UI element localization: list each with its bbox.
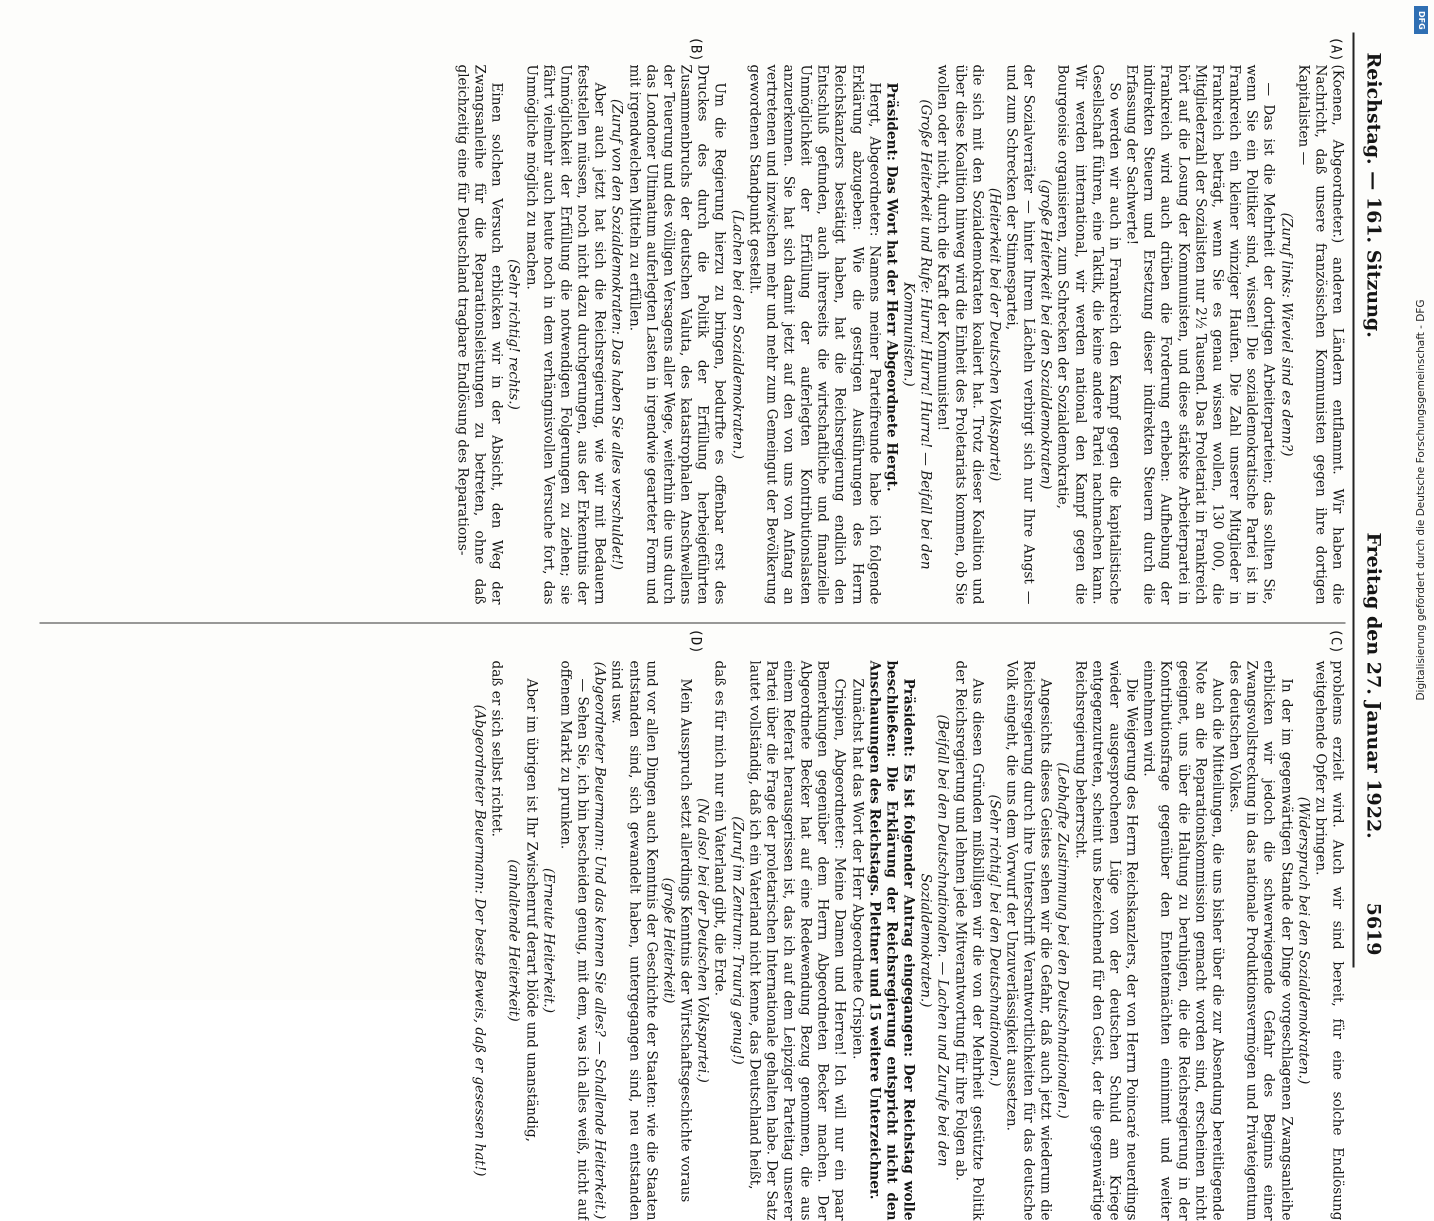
credit-text: Digitalisierung gefördert durch die Deutsche Forschungsgemeinschaft - DFG [1415, 299, 1427, 701]
margin-marker-a: (A) [1327, 36, 1344, 62]
interjection: (Widerspruch bei den Sozialdemokraten.) [1295, 796, 1312, 1085]
paragraph: So werden wir auch in Frankreich den Kampf gegen die kapitalistische Gesellschaft führen, eine Taktik, die keine andere Partei nachmachen kann. Wir werden international, wir werden national den Kampf gegen die Bourgeoisie organisieren, zum Schrecken der Sozialdemokratie, [1055, 64, 1123, 605]
paragraph: Aus diesen Gründen mißbilligen wir die von der Mehrheit gestützte Politik der Reichsregierung und lehnen jede Mitverantwortung für ihre Folgen ab. [952, 660, 986, 1221]
text-column-right [32, 661, 1346, 1221]
paragraph: Auch die Mitteilungen, die uns bisher über die zur Absendung bereitliegende Note an die Reparationskommission gemacht worden sind, erscheinen nicht geeignet, uns über die Haltung zu beruhigen, die die Reichsregierung in der Kontributionsfrage gegenüber den Ententemächten einnimmt und weiter einnehmen wird. [1140, 660, 1226, 1221]
paragraph: die sich mit den Sozialdemokraten koaliert hat. Trotz dieser Koalition und über diese Koalition hinweg wird die Einheit des Proletariats kommen, ob Sie wollen oder nicht, durch die Kraft der Kommunisten! [934, 64, 986, 605]
paragraph: daß es für mich nur ein Vaterland gibt, die Erde. [711, 660, 728, 997]
page-header [1353, 33, 1399, 968]
interjection: (Große Heiterkeit und Rufe: Hurra! Hurra! Hurra! — Beifall bei den Kommunisten.) [900, 99, 934, 570]
interjection: (Sehr richtig! rechts.) [506, 259, 522, 410]
margin-marker-c: (C) [1327, 628, 1344, 654]
speaker-paragraph: Präsident: Das Wort hat der Herr Abgeordnete Hergt. [883, 82, 900, 492]
paragraph: Mein Ausspruch setzt allerdings Kenntnis der Wirtschaftsgeschichte voraus [677, 678, 694, 1203]
page-number: 5619 [1362, 902, 1385, 956]
paragraph: der Sozialverräter — hinter Ihrem Lächeln verbirgt sich nur Ihre Angst — und zum Schrecken der Stinnespartei, [1003, 64, 1037, 605]
paragraph: Die Weigerung des Herrn Reichskanzlers, der von Herrn Poincaré neuerdings wieder ausgesprochenen Lüge von der deutschen Schuld am Kriege entgegenzutreten, scheint uns bezeichnend für den Geist, der die gegenwärtige Reichsregierung beherrscht. [1072, 660, 1140, 1221]
paragraph: Einen solchen Versuch erblicken wir in der Absicht, den Weg der Zwangsanleihe für die Reparationsleistungen zu betreten, ohne daß gleichzeitig eine für Deutschland tragbare Endlösung des Reparations- [454, 64, 505, 605]
dfg-logo-icon: DFG [1414, 6, 1428, 34]
paragraph: In der im gegenwärtigen Stande der Dinge vorgeschlagenen Zwangsanleihe erblicken wir jedoch die schwerwiegende Gefahr des Beginns einer Zwangsvollstreckung in das nationale Produktionsvermögen und Privateigentum des deutschen Volkes. [1226, 660, 1295, 1221]
interjection: (anhaltende Heiterkeit) [506, 859, 522, 1022]
interjection: (Beifall bei den Deutschnationalen. — Lachen und Zurufe bei den Sozialdemokraten.) [917, 714, 951, 1167]
interjection: (Lebhafte Zustimmung bei den Deutschnationalen.) [1055, 762, 1071, 1119]
interjection: (Erneute Heiterkeit.) [540, 867, 557, 1014]
header-left: Reichstag. — 161. Sitzung. [1362, 52, 1385, 338]
interjection: (Sehr richtig! bei den Deutschnationalen.) [986, 794, 1003, 1087]
paragraph: Zunächst hat das Wort der Herr Abgeordnete Crispien. [849, 678, 866, 1060]
paragraph: Aber im übrigen ist Ihr Zwischenruf derart blöde und unanständig, [523, 678, 540, 1143]
digitization-credit [1408, 0, 1434, 1000]
interjection: (große Heiterkeit bei den Sozialdemokraten) [1037, 179, 1054, 490]
paragraph: Angesichts dieses Geistes sehen wir die Gefahr, daß auch jetzt wiederum die Reichsregierung durch ihre Unterschrift Verantwortlichkeiten für das deutsche Volk eingeht, die uns dem Vorwurf der Unzuverlässigkeit aussetzen. [1003, 660, 1054, 1221]
speaker-paragraph: Präsident: Es ist folgender Antrag eingegangen: Der Reichstag wolle beschließen: Die Erklärung der Reichsregierung entspricht nicht den Anschauungen des Reichstags. Plettner und 15 weitere Unterzeichner. [866, 660, 917, 1221]
interjection: (Zuruf links: Wieviel sind es denn?) [1278, 212, 1295, 457]
paragraph: daß er sich selbst richtet. [488, 660, 505, 837]
margin-marker-b: (B) [687, 36, 704, 62]
speaker-paragraph: Hergt, Abgeordneter: Namens meiner Parteifreunde habe ich folgende Erklärung abzugeben: Wie die gestrigen Ausführungen des Herrn Reichskanzlers bestätigt haben, hat die Reichsregierung endlich den Entschluß gefunden, auch ihrerseits die wirtschaftliche und finanzielle Unmöglichkeit der Erfüllung der auferlegten Kontributionslasten anzuerkennen. Sie hat sich damit jetzt auf den von uns von Anfang an vertretenen und inzwischen mehr und mehr zum Gemeingut der Bevölkerung gewordenen Standpunkt gestellt. [746, 64, 883, 605]
paragraph: Um die Regierung hierzu zu bringen, bedurfte es offenbar erst des Druckes des durch die Politik der Erfüllung herbeigeführten Zusammenbruchs der deutschen Valuta, des katastrophalen Anschwellens der Teuerung und des völligen Versagens aller Wege, weiterhin die uns durch das Londoner Ultimatum auferlegten Lasten in irgendwie gearteter Form und mit irgendwelchen Mitteln zu erfüllen. [626, 64, 728, 605]
interjection: (Na also! bei der Deutschen Volkspartei.) [694, 798, 711, 1083]
paragraph: und vor allen Dingen auch Kenntnis der Geschichte der Staaten: wie die Staaten entstanden sind, sich gewandelt haben, untergegangen sind, neu entstanden sind usw. [608, 660, 660, 1221]
interjection: (Zuruf von den Sozialdemokraten: Das haben Sie alles verschuldet!) [608, 99, 625, 570]
interjection: (Zuruf im Zentrum: Traurig genug!) [729, 816, 746, 1065]
interjection: (Abgeordneter Beuermann: Der beste Beweis, daß er gesessen hat!) [471, 704, 488, 1177]
paragraph: Aber auch jetzt hat sich die Reichsregierung, wie wir mit Bedauern feststellen müssen, noch nicht dazu durchgerungen, aus der Erkenntnis der Unmöglichkeit der Erfüllung die notwendigen Folgerungen zu ziehen; sie fährt vielmehr auch heute noch in dem verhängnisvollen Versuche fort, das Unmögliche möglich zu machen. [523, 64, 608, 605]
speaker-paragraph: Crispien, Abgeordneter: Meine Damen und Herren! Ich will nur ein paar Bemerkungen gegenüber dem Herrn Abgeordneten Becker machen. Der Abgeordnete Becker hat auf eine Redewendung Bezug genommen, die aus einem Referat herausgerissen ist, das ich auf dem Leipziger Parteitag unserer Partei über die Frage der proletarischen Internationale gehalten habe. Der Satz lautet vollständig, daß ich ein Vaterland nicht kenne, das Deutschland heißt, [746, 660, 848, 1221]
paragraph: problems erzielt wird. Auch wir sind bereit, für eine solche Endlösung weitgehende Opfer zu bringen. [1312, 660, 1346, 1221]
column-divider [40, 623, 1346, 624]
paragraph: (Koenen, Abgeordneter.) anderen Ländern entflammt. Wir haben die Nachricht, daß unsere französischen Kommunisten gegen ihre dortigen Kapitalisten — [1295, 64, 1346, 605]
rotated-page-content [32, 33, 1404, 1221]
paragraph: — Das ist die Mehrheit der dortigen Arbeiterparteien; das sollten Sie, wenn Sie ein Politiker sind, wissen! Die sozialdemokratische Partei ist in Frankreich ein kleiner winziger Haufen. Die Zahl unserer Mitglieder in Frankreich beträgt, wenn Sie es genau wissen wollen, 130 000, die Mitgliederzahl der Sozialisten nur 2½ Tausend. Das Proletariat in Frankreich hört auf die Losung der Kommunisten, und diese stärkste Arbeiterpartei in Frankreich wird auch drüben die Forderung erheben: Aufhebung der indirekten Steuern und Ersetzung dieser indirekten Steuern durch die Erfassung der Sachwerte! [1123, 64, 1277, 605]
text-column-left [32, 65, 1346, 605]
interjection: (Heiterkeit bei der Deutschen Volkspartei) [986, 187, 1003, 482]
interjection: (große Heiterkeit) [660, 877, 677, 1004]
margin-marker-d: (D) [687, 628, 704, 654]
paragraph: — Sehen Sie, ich bin bescheiden genug, mit dem, was ich alles weiß, nicht auf offenem Markt zu prunken. [557, 660, 591, 1221]
interjection: (Abgeordneter Beuermann: Und das kennen Sie alles? — Schallende Heiterkeit.) [591, 661, 608, 1220]
header-date: Freitag den 27. Januar 1922. [1362, 532, 1385, 839]
interjection: (Lachen bei den Sozialdemokraten.) [729, 209, 746, 460]
